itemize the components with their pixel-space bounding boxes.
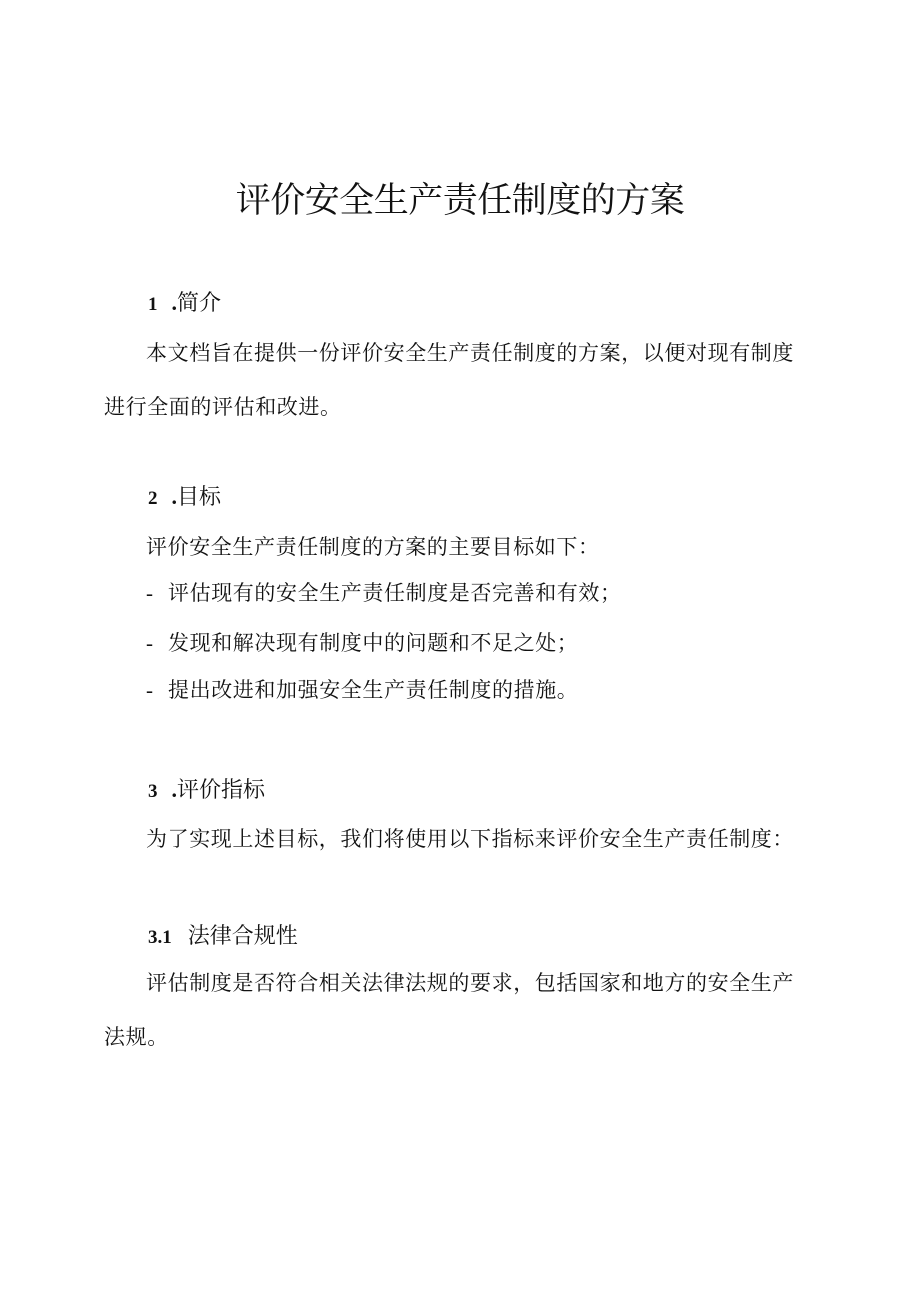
list-item (146, 628, 578, 658)
legal-compliance-paragraph: 评估制度是否符合相关法律法规的要求，包括国家和地方的安全生产法规。 (104, 971, 794, 1049)
document-title: 评价安全生产责任制度的方案 (235, 181, 685, 221)
section-title: 法律合规性 (187, 924, 298, 949)
indicators-intro-paragraph: 为了实现上述目标，我们将使用以下指标来评价安全生产责任制度： (146, 827, 794, 851)
list-item-text: 评估现有的安全生产责任制度是否完善和有效； (168, 581, 622, 605)
section-number: 3.1 (148, 927, 172, 948)
list-item (146, 675, 578, 705)
list-item-text: 提出改进和加强安全生产责任制度的措施。 (168, 678, 579, 702)
goals-intro-paragraph: 评价安全生产责任制度的方案的主要目标如下： (146, 535, 600, 559)
section-dot: . (171, 290, 177, 315)
section-dot: . (171, 777, 177, 802)
section-heading-legal-compliance (148, 922, 298, 953)
section-title: 评价指标 (177, 778, 266, 803)
section-title: 目标 (177, 485, 222, 510)
bullet-marker: - (146, 678, 154, 702)
section-dot: . (171, 484, 177, 509)
intro-paragraph: 本文档旨在提供一份评价安全生产责任制度的方案，以便对现有制度进行全面的评估和改进。 (104, 341, 794, 419)
list-item (146, 578, 622, 608)
section-heading-intro (148, 288, 221, 320)
bullet-marker: - (146, 581, 154, 605)
section-number: 1 (148, 294, 158, 315)
bullet-marker: - (146, 631, 154, 655)
section-number: 3 (148, 781, 158, 802)
list-item-text: 发现和解决现有制度中的问题和不足之处； (168, 631, 579, 655)
section-heading-indicators (148, 775, 265, 807)
section-title: 简介 (177, 291, 222, 316)
section-number: 2 (148, 488, 158, 509)
section-heading-goals (148, 482, 221, 514)
